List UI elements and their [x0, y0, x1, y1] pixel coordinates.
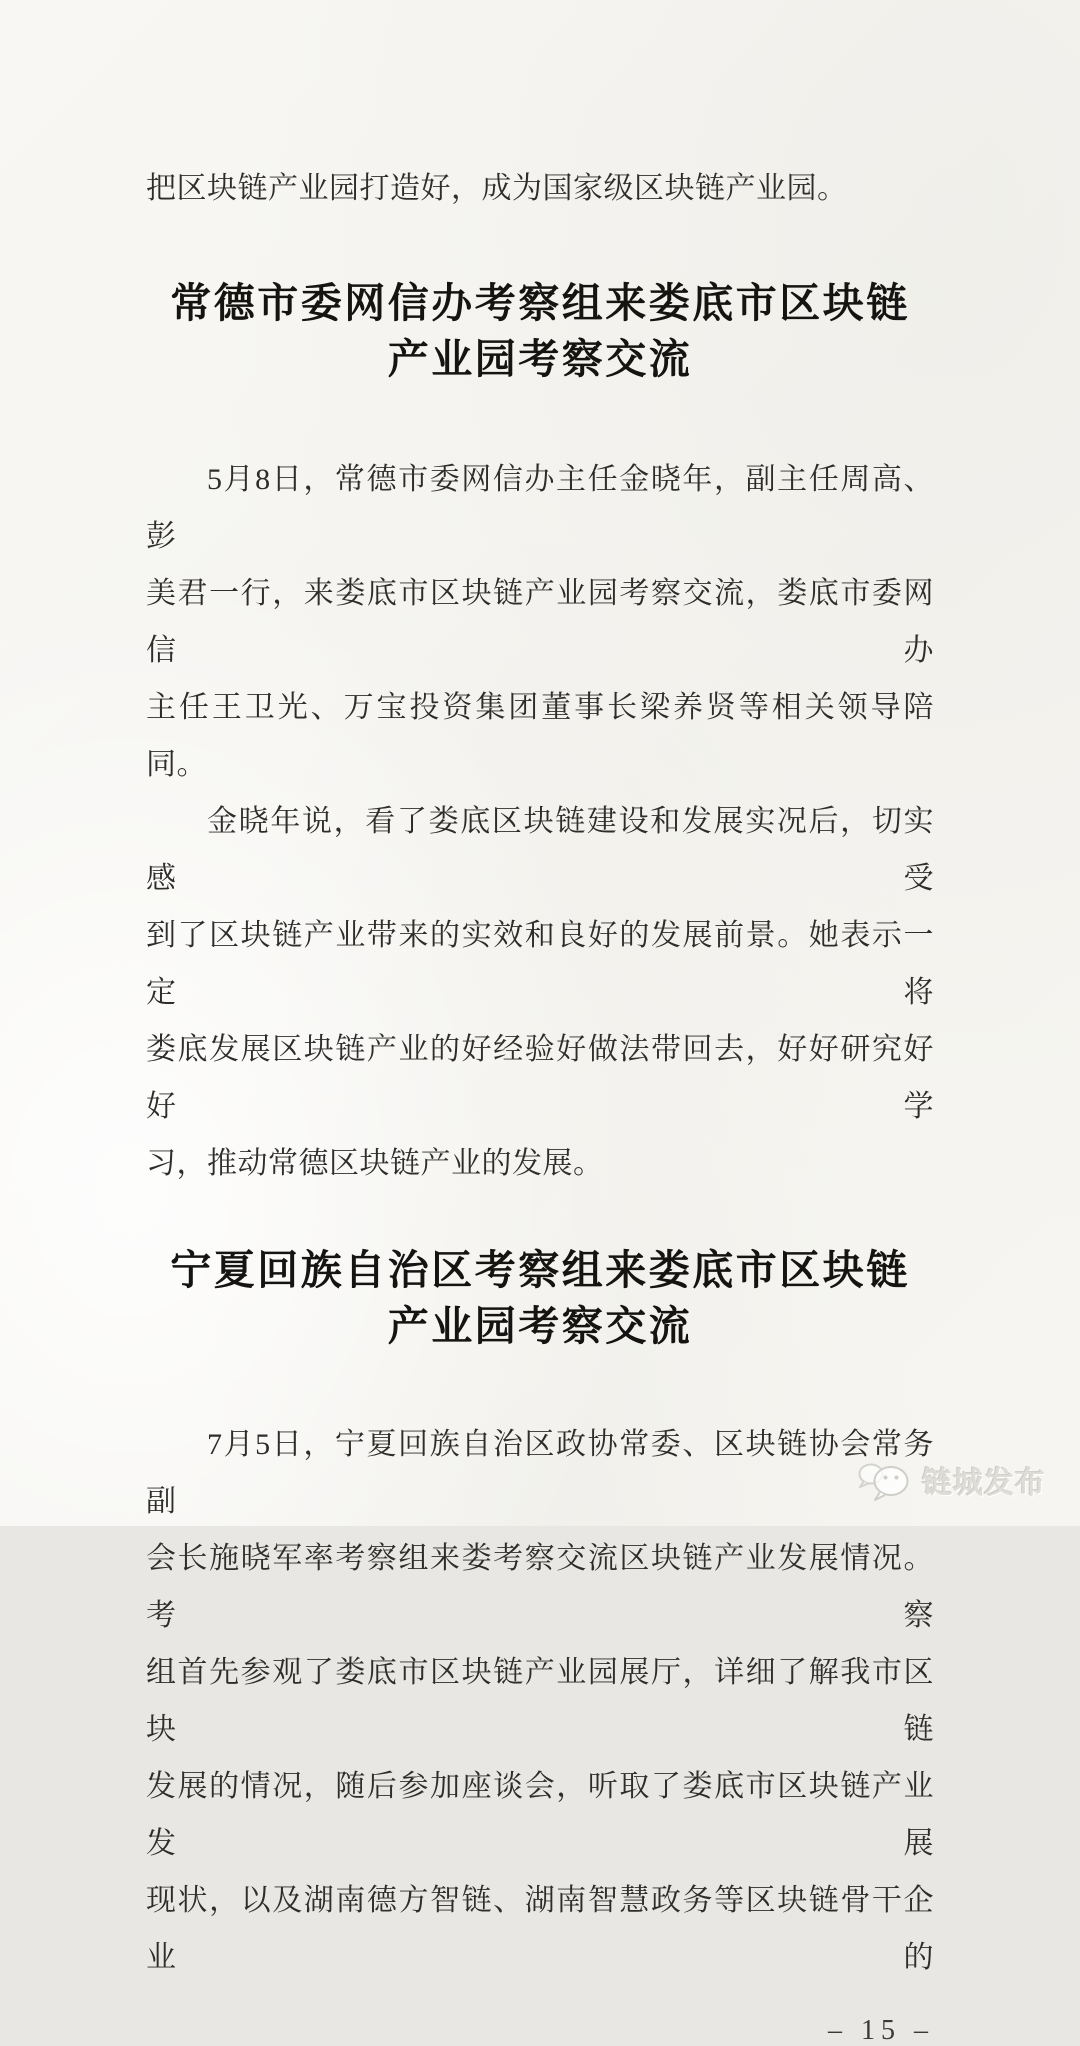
- section1-body: [146, 451, 934, 1192]
- section2-title: [146, 1242, 934, 1354]
- body-line: 金晓年说，看了娄底区块链建设和发展实况后，切实感受: [146, 805, 934, 895]
- section2-body: [146, 1416, 934, 1986]
- body-line: 美君一行，来娄底市区块链产业园考察交流，娄底市委网信办: [146, 577, 934, 667]
- watermark-label: 链城发布: [922, 1467, 1046, 1500]
- body-line: 发展的情况，随后参加座谈会，听取了娄底市区块链产业发展: [146, 1770, 934, 1860]
- watermark: [858, 1456, 1046, 1504]
- section1-title: [146, 275, 934, 387]
- page-number: – 15 –: [828, 2015, 934, 2046]
- body-line: 现状，以及湖南德方智链、湖南智慧政务等区块链骨干企业的: [146, 1884, 934, 1974]
- section2-title-line2: 产业园考察交流: [387, 1303, 693, 1349]
- body-line: 会长施晓军率考察组来娄考察交流区块链产业发展情况。考察: [146, 1542, 934, 1632]
- section2-title-line1: 宁夏回族自治区考察组来娄底市区块链: [170, 1247, 910, 1293]
- section1-title-line2: 产业园考察交流: [387, 336, 693, 382]
- body-line: 娄底发展区块链产业的好经验好做法带回去，好好研究好好学: [146, 1033, 934, 1123]
- body-line: 5月8日，常德市委网信办主任金晓年，副主任周高、彭: [146, 463, 934, 553]
- body-line: 组首先参观了娄底市区块链产业园展厅，详细了解我市区块链: [146, 1656, 934, 1746]
- section1-paragraph1: [146, 451, 934, 793]
- section1-title-line1: 常德市委网信办考察组来娄底市区块链: [170, 280, 910, 326]
- body-line: 主任王卫光、万宝投资集团董事长梁养贤等相关领导陪同。: [146, 691, 934, 781]
- chat-bubble-icon: [858, 1456, 914, 1504]
- section1-paragraph2: [146, 793, 934, 1192]
- opening-paragraph-line: 把区块链产业园打造好，成为国家级区块链产业园。: [146, 172, 848, 205]
- body-line: 习，推动常德区块链产业的发展。: [146, 1147, 604, 1180]
- section2-paragraph1: [146, 1416, 934, 1986]
- body-line: 到了区块链产业带来的实效和良好的发展前景。她表示一定将: [146, 919, 934, 1009]
- body-line: 7月5日，宁夏回族自治区政协常委、区块链协会常务副: [146, 1428, 934, 1518]
